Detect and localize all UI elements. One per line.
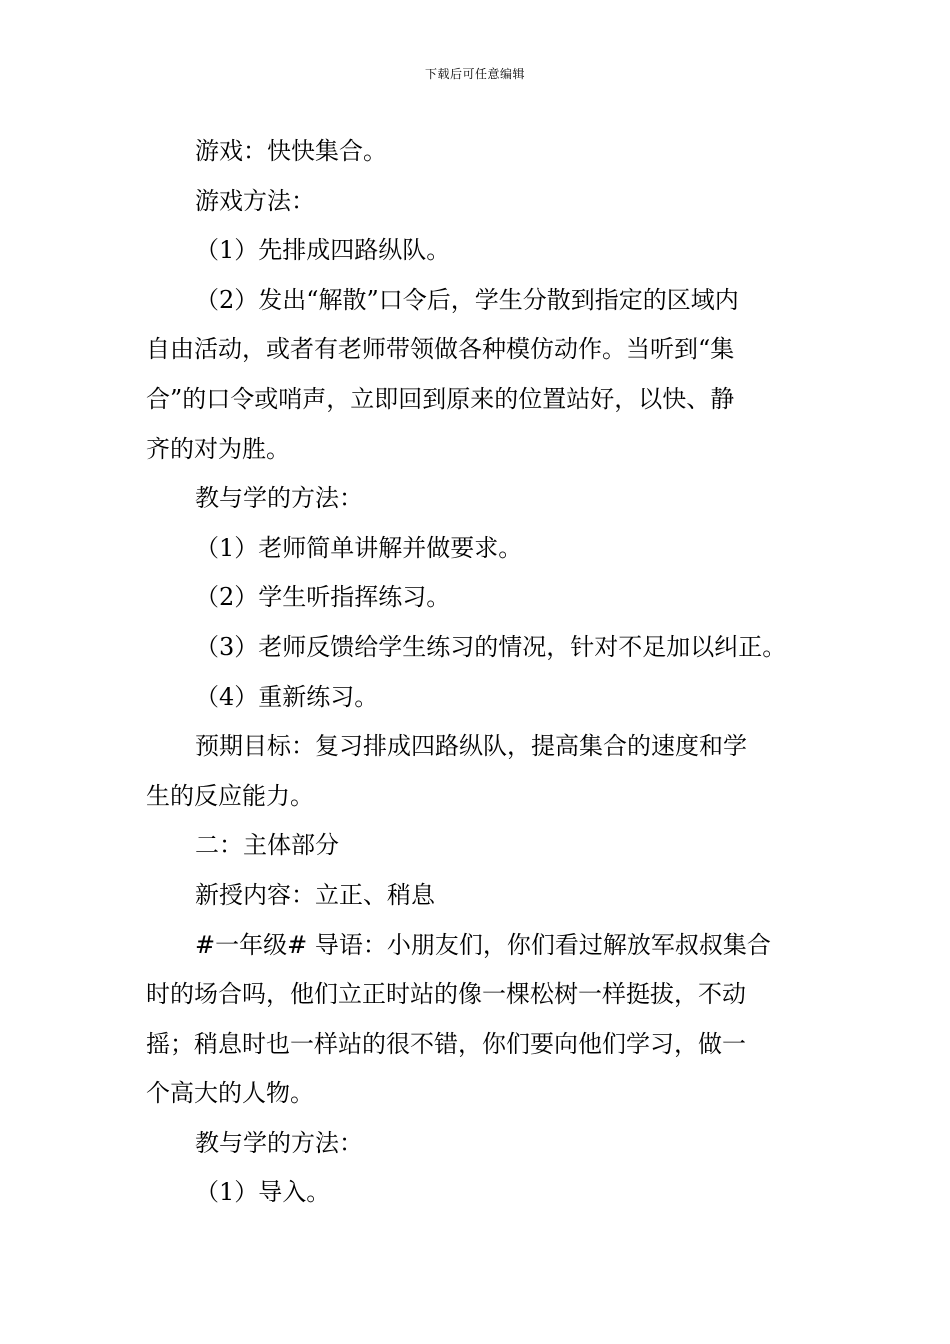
paragraph-expected-goal-line-2: 生的反应能力。	[146, 781, 314, 810]
paragraph-step-2-line-1: （2）发出“解散”口令后，学生分散到指定的区域内	[195, 285, 739, 314]
paragraph-game-method-heading: 游戏方法：	[195, 186, 315, 215]
paragraph-introduction-step: （1）导入。	[195, 1178, 331, 1207]
paragraph-new-content: 新授内容：立正、稍息	[195, 880, 435, 909]
paragraph-method-4: （4）重新练习。	[195, 682, 379, 711]
paragraph-intro-line-2: 时的场合吗，他们立正时站的像一棵松树一样挺拔，不动	[146, 980, 746, 1009]
paragraph-method-1: （1）老师简单讲解并做要求。	[195, 533, 523, 562]
paragraph-teaching-method-heading: 教与学的方法：	[195, 484, 363, 513]
paragraph-intro-line-4: 个高大的人物。	[146, 1079, 314, 1108]
paragraph-game-title: 游戏：快快集合。	[195, 137, 387, 165]
paragraph-section-two-heading: 二：主体部分	[195, 831, 339, 860]
paragraph-method-3: （3）老师反馈给学生练习的情况，针对不足加以纠正。	[195, 632, 787, 661]
paragraph-intro-line-3: 摇；稍息时也一样站的很不错，你们要向他们学习，做一	[146, 1029, 746, 1058]
document-body	[146, 127, 811, 1218]
paragraph-step-1: （1）先排成四路纵队。	[195, 236, 451, 265]
paragraph-step-2-line-2: 自由活动，或者有老师带领做各种模仿动作。当听到“集	[146, 335, 735, 364]
paragraph-method-2: （2）学生听指挥练习。	[195, 583, 451, 612]
page-header: 下载后可任意编辑	[424, 67, 525, 81]
paragraph-teaching-method-heading-2: 教与学的方法：	[195, 1128, 363, 1157]
paragraph-expected-goal-line-1: 预期目标：复习排成四路纵队，提高集合的速度和学	[195, 732, 747, 761]
paragraph-intro-line-1: #一年级# 导语：小朋友们，你们看过解放军叔叔集合	[195, 930, 771, 959]
paragraph-step-2-line-3: 合”的口令或哨声，立即回到原来的位置站好，以快、静	[146, 384, 735, 413]
paragraph-step-2-line-4: 齐的对为胜。	[146, 434, 290, 463]
